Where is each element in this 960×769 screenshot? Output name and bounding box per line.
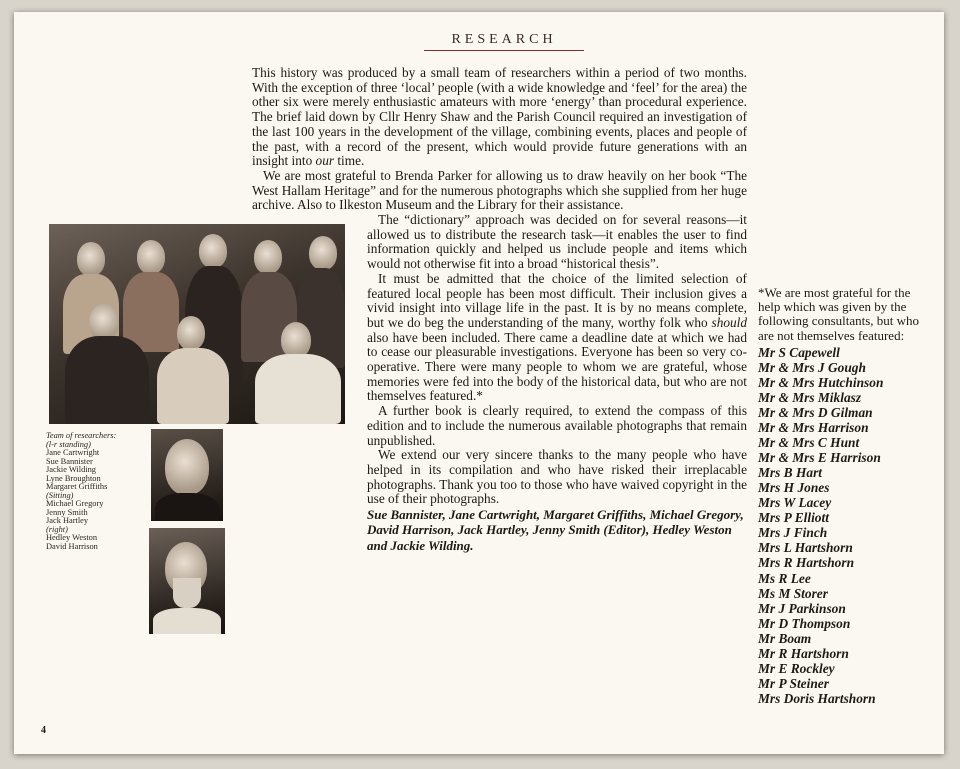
consultant-name: Mrs J Finch — [758, 525, 828, 541]
consultant-name: Mrs P Elliott — [758, 510, 829, 526]
paragraph-5: A further book is clearly required, to extend the compass of this edition and to include the numerous available photographs that remain unpublished. — [367, 403, 747, 448]
caption-line: Jenny Smith — [46, 507, 88, 517]
paragraph-4-text: It must be admitted that the choice of the limited selection of featured local people has been most difficult. Their inclusion gives a vivid insight into village life in the past. It is by no means complete, but we do beg the understanding of the many, worthy folk who — [367, 270, 747, 330]
paragraph-4-end: also have been included. There came a deadline date at which we had to cease our pleasurable investigations. Everyone has been so very co-operative. There were many people to whom we are grateful, whose memories were fed into the body of the historical data, but who are not themselves featured.* — [367, 329, 747, 404]
consultant-name: Mr & Mrs Harrison — [758, 420, 869, 436]
caption-line: (Sitting) — [46, 490, 74, 500]
consultant-name: Mr & Mrs E Harrison — [758, 450, 881, 466]
consultant-name: Mr D Thompson — [758, 615, 851, 631]
consultant-name: Mrs B Hart — [758, 465, 822, 481]
caption-line: Jack Hartley — [46, 516, 89, 525]
consultant-name: Mr R Hartshorn — [758, 645, 849, 661]
caption-line: Michael Gregory — [46, 499, 104, 508]
consultants-intro: *We are most grateful for the help which was given by the following consultants, but who are not themselves featured: — [758, 285, 920, 343]
portrait-photo-2 — [149, 528, 225, 634]
consultant-name: Mr J Parkinson — [758, 600, 846, 616]
consultant-name: Ms M Storer — [758, 585, 828, 601]
author-credits: Sue Bannister, Jane Cartwright, Margaret Griffiths, Michael Gregory, David Harrison, Jack Hartley, Jenny Smith (Editor), Hedley Weston and Jackie Wilding. — [367, 507, 744, 553]
consultant-name: Mr & Mrs J Gough — [758, 359, 866, 375]
photo-caption — [46, 432, 146, 551]
caption-line: (right) — [46, 524, 68, 534]
paragraph-4-emphasis: should — [711, 314, 747, 330]
caption-line: Jane Cartwright — [46, 448, 100, 457]
consultant-name: Mrs L Hartshorn — [758, 540, 853, 556]
consultant-name: Mrs H Jones — [758, 480, 830, 496]
paragraph-1-emphasis: our — [315, 153, 335, 169]
paragraph-1-text: This history was produced by a small team of researchers within a period of two months. With the exception of three ‘local’ people (with a wide knowledge and ‘feel’ for the area) the other six were merely enthusiastic amateurs with more ‘energy’ than procedural experience. The brief laid down by Cllr Henry Shaw and the Parish Council required an investigation of the last 100 years in the development of the village, combining events, places and people of the past, with a record of the present, which would provide future generations with an insight into — [252, 65, 747, 169]
caption-line: Sue Bannister — [46, 456, 93, 466]
caption-line: Hedley Weston — [46, 533, 98, 542]
paragraph-6: We extend our very sincere thanks to the many people who have helped in its compilation and who have risked their irreplacable photographs. Thank you too to those who have waived copyright in the use of their photographs. — [367, 447, 747, 507]
portrait-photo-1 — [151, 429, 223, 521]
consultant-name: Mrs R Hartshorn — [758, 555, 855, 571]
team-group-photo — [49, 224, 345, 424]
consultant-name: Ms R Lee — [758, 570, 811, 586]
paragraph-3: The “dictionary” approach was decided on for several reasons—it allowed us to distribute the research task—it enables the user to find information quickly and helped us include people and items which would not otherwise fit into a broad “historical thesis”. — [367, 212, 747, 272]
consultant-name: Mr Boam — [758, 630, 812, 646]
paragraph-1 — [252, 66, 747, 169]
book-page — [14, 12, 944, 754]
page-heading: RESEARCH — [424, 32, 584, 51]
caption-line: David Harrison — [46, 541, 98, 551]
caption-line: Lyne Broughton — [46, 473, 101, 483]
consultants-list — [758, 345, 934, 706]
consultants-sidebar — [758, 286, 934, 706]
caption-line: Margaret Griffiths — [46, 482, 108, 491]
paragraph-2: We are most grateful to Brenda Parker for allowing us to draw heavily on her book “The West Hallam Heritage” and for the numerous photographs which she supplied from her huge archive. Also to Ilkeston Museum and the Library for their assistance. — [252, 167, 747, 213]
consultant-name: Mrs Doris Hartshorn — [758, 690, 876, 706]
consultant-name: Mr & Mrs C Hunt — [758, 435, 860, 451]
consultant-name: Mr S Capewell — [758, 344, 840, 360]
consultant-name: Mr & Mrs Hutchinson — [758, 374, 884, 390]
caption-line: Jackie Wilding — [46, 465, 96, 474]
consultant-name: Mr & Mrs Miklasz — [758, 389, 862, 405]
consultant-name: Mr P Steiner — [758, 675, 829, 691]
caption-line: (l-r standing) — [46, 439, 91, 449]
page-number: 4 — [41, 725, 46, 736]
consultant-name: Mr E Rockley — [758, 660, 835, 676]
paragraph-1-end: time. — [334, 153, 365, 169]
consultant-name: Mrs W Lacey — [758, 495, 832, 511]
consultant-name: Mr & Mrs D Gilman — [758, 405, 873, 420]
caption-line: Team of researchers: — [46, 431, 117, 440]
